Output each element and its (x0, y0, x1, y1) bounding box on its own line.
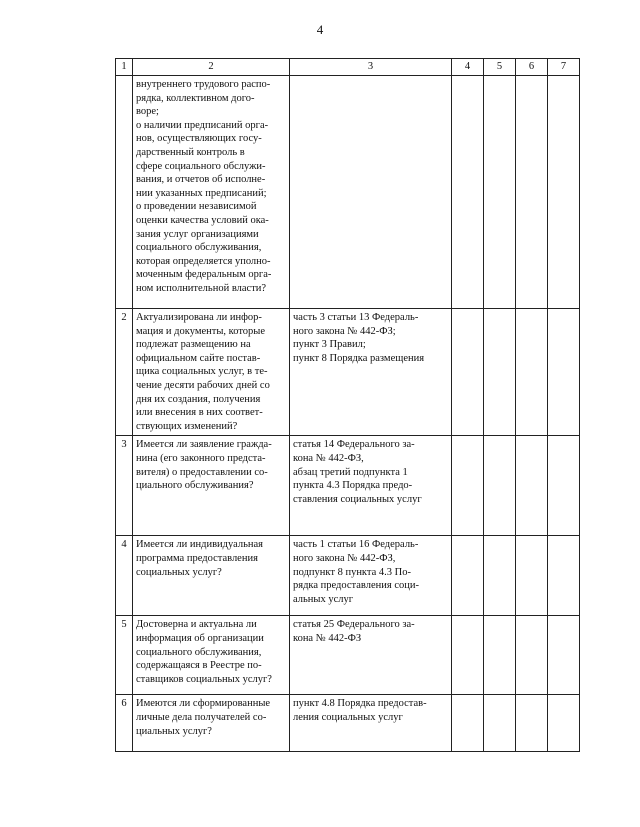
row-number: 5 (116, 616, 133, 695)
table-row (116, 436, 580, 536)
answer-cell-col-6 (516, 536, 548, 616)
table-row (116, 616, 580, 695)
answer-cell-col-6 (516, 76, 548, 309)
answer-cell-col-4 (452, 616, 484, 695)
answer-cell-col-6 (516, 616, 548, 695)
answer-cell-col-5 (484, 436, 516, 536)
page-number: 4 (316, 22, 324, 37)
answer-cell-col-5 (484, 76, 516, 309)
header-col-3: 3 (290, 59, 452, 76)
answer-cell-col-5 (484, 536, 516, 616)
question-cell: Имеются ли сформированные личные дела получателей со- циальных услуг? (133, 695, 290, 752)
checklist-table (115, 58, 580, 752)
header-col-2: 2 (133, 59, 290, 76)
answer-cell-col-4 (452, 536, 484, 616)
header-col-1: 1 (116, 59, 133, 76)
table-row (116, 309, 580, 436)
answer-cell-col-7 (548, 616, 580, 695)
legal-basis-cell: часть 1 статьи 16 Федераль- ного закона № 442-ФЗ, подпункт 8 пункта 4.3 По- рядка предоставления соци- альных услуг (290, 536, 452, 616)
legal-basis-cell: статья 25 Федерального за- кона № 442-ФЗ (290, 616, 452, 695)
answer-cell-col-4 (452, 76, 484, 309)
answer-cell-col-7 (548, 76, 580, 309)
legal-basis-cell: пункт 4.8 Порядка предостав- ления социальных услуг (290, 695, 452, 752)
table-row (116, 76, 580, 309)
question-cell: Имеется ли заявление гражда- нина (его законного предста- вителя) о предоставлении со- циального обслуживания? (133, 436, 290, 536)
answer-cell-col-5 (484, 309, 516, 436)
answer-cell-col-4 (452, 436, 484, 536)
answer-cell-col-4 (452, 695, 484, 752)
table-row (116, 695, 580, 752)
answer-cell-col-4 (452, 309, 484, 436)
question-cell: Актуализирована ли инфор- мация и документы, которые подлежат размещению на официальном сайте постав- щика социальных услуг, в те- чение десяти рабочих дней со дня их создания, получения или внесения в них соответ- ствующих изменений? (133, 309, 290, 436)
row-number (116, 76, 133, 309)
answer-cell-col-7 (548, 695, 580, 752)
legal-basis-cell: статья 14 Федерального за- кона № 442-ФЗ, абзац третий подпункта 1 пункта 4.3 Порядка предо- ставления социальных услуг (290, 436, 452, 536)
answer-cell-col-6 (516, 309, 548, 436)
answer-cell-col-5 (484, 695, 516, 752)
row-number: 6 (116, 695, 133, 752)
answer-cell-col-6 (516, 436, 548, 536)
header-col-4: 4 (452, 59, 484, 76)
header-col-6: 6 (516, 59, 548, 76)
answer-cell-col-7 (548, 436, 580, 536)
header-col-5: 5 (484, 59, 516, 76)
header-row (116, 59, 580, 76)
row-number: 4 (116, 536, 133, 616)
legal-basis-cell (290, 76, 452, 309)
answer-cell-col-7 (548, 309, 580, 436)
answer-cell-col-6 (516, 695, 548, 752)
question-cell: Имеется ли индивидуальная программа предоставления социальных услуг? (133, 536, 290, 616)
legal-basis-cell: часть 3 статьи 13 Федераль- ного закона № 442-ФЗ; пункт 3 Правил; пункт 8 Порядка размещения (290, 309, 452, 436)
row-number: 2 (116, 309, 133, 436)
question-cell: внутреннего трудового распо- рядка, коллективном дого- воре; о наличии предписаний орга- нов, осуществляющих госу- дарственный контроль в сфере социального обслужи- вания, и отчетов об исполне- нии указанных предписаний; о проведении независимой оценки качества условий ока- зания услуг организациями социального обслуживания, которая определяется уполно- моченным федеральным орга- ном исполнительной власти? (133, 76, 290, 309)
answer-cell-col-5 (484, 616, 516, 695)
question-cell: Достоверна и актуальна ли информация об организации социального обслуживания, содержащаяся в Реестре по- ставщиков социальных услуг? (133, 616, 290, 695)
answer-cell-col-7 (548, 536, 580, 616)
header-col-7: 7 (548, 59, 580, 76)
row-number: 3 (116, 436, 133, 536)
table-row (116, 536, 580, 616)
